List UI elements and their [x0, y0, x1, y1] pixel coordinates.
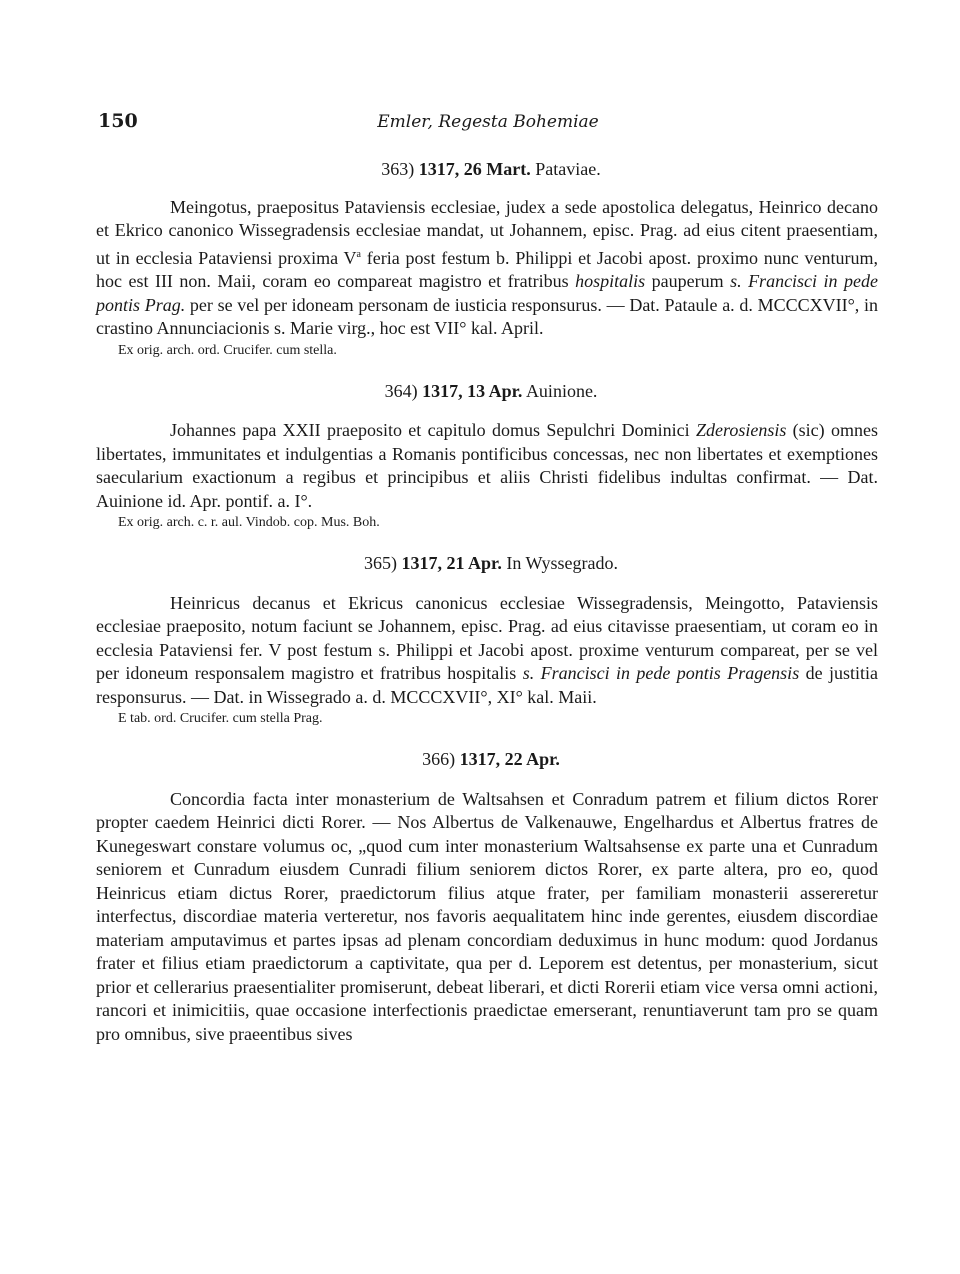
- entry-date: 1317, 26 Mart.: [418, 159, 531, 179]
- running-title: Emler, Regesta Bohemiae: [377, 112, 599, 132]
- entry-heading: [96, 552, 878, 576]
- entry-number: 363): [381, 159, 415, 179]
- regest-entry: [96, 158, 878, 361]
- entry-source: E tab. ord. Crucifer. cum stella Prag.: [118, 711, 323, 726]
- entry-text: Meingotus, praepositus Pataviensis ecclesiae, judex a sede apostolica delegatus, Heinrico decano et Ekrico canonico Wissegradensis ecclesiae mandat, ut Johannem, episc. Prag. ad eius citent praesentiam, ut in ecclesia Pataviensi proxima $V^a$ feria post festum b. Philippi et Jacobi apost. proximo nunc venturum, hoc est III non. Maii, coram eo compareat magistro et fratribus hospitalis pauperum s. Francisci in pede pontis Prag. per se vel per idoneam personam de iusticia responsurus. — Dat. Pataule a. d. MCCCXVII°, in crastino Annunciacionis s. Marie virg., hoc est VII° kal. April.: [96, 196, 878, 338]
- entry-number: 364): [384, 380, 418, 401]
- entry-place: Auinione.: [525, 380, 598, 401]
- entry-number: 366): [422, 749, 456, 769]
- entry-heading: [96, 380, 878, 404]
- entry-date: 1317, 21 Apr.: [401, 553, 502, 573]
- regest-entry: [96, 380, 878, 534]
- regest-entry: [96, 552, 878, 729]
- page-content: [96, 158, 878, 1046]
- entry-heading: [96, 158, 878, 182]
- page-header: [98, 110, 878, 138]
- page-number: 150: [98, 110, 138, 132]
- entry-text: Heinricus decanus et Ekricus canonicus ecclesiae Wissegradensis, Meingotto, Pataviensis ecclesiae praeposito, notum faciunt se Johannem, episc. Prag. ad eius citavisse praesentiam, ut coram eo in ecclesia Pataviensi fer. V post festum s. Philippi et Jacobi apost. proxime venturum compareat, per se vel per idoneum responsalem magistro et fratribus hospitalis s. Francisci in pede pontis Pragensis de justitia responsurus. — Dat. in Wissegrado a. d. MCCCXVII°, XI° kal. Maii.: [96, 592, 878, 707]
- entry-source: Ex orig. arch. c. r. aul. Vindob. cop. Mus. Boh.: [118, 515, 380, 530]
- entry-source: Ex orig. arch. ord. Crucifer. cum stella.: [118, 342, 337, 358]
- entry-place: Pataviae.: [535, 159, 601, 179]
- regest-entry: [96, 748, 878, 1046]
- entry-date: 1317, 22 Apr.: [459, 749, 560, 769]
- entry-text: Concordia facta inter monasterium de Waltsahsen et Conradum patrem et filium dictos Rorer propter caedem Heinrici dicti Rorer. — Nos Albertus de Valkenauwe, Engelhardus et Albertus fratres de Kunegeswart constare volumus oc, „quod cum inter monasterium Waltsahsense ex parte una et Cunradum seniorem et Cunradum eiusdem Cunradi filium seniorem dictos Rorer, ex parte altera, pro eo, quod Heinricus etiam dictus Rorer, praedictorum filius atque frater, per familiam monasterii assereretur interfectus, discordiae materia verteretur, nos favoris aequalitatem hinc inde gerentes, eiusdem discordiae materiam amputavimus et partes ipsas ad plenam concordiam deduximus in hunc modum: quod Jordanus frater et filius etiam praedictorum a captivitate, qua per d. Leporem est detentus, per monasterium, sicut prior et cellerarius praesentialiter promiserunt, debeat liberari, et dicti Rorerii etiam vice versa omni actioni, rancori et inimicitiis, quae occasione interfectionis praedictae emerserant, renuntiaverunt tam pro se quam pro omnibus, sive praeentibus sives: [96, 788, 878, 1044]
- entry-date: 1317, 13 Apr.: [422, 380, 523, 401]
- entry-place: In Wyssegrado.: [506, 553, 618, 573]
- entry-heading: [96, 748, 878, 772]
- entry-number: 365): [364, 553, 398, 573]
- entry-text: Johannes papa XXII praeposito et capitulo domus Sepulchri Dominici Zderosiensis (sic) omnes libertates, immunitates et indulgentias a Romanis pontificibus concessas, nec non libertates et exemptiones saecularium exactionum a regibus et principibus et aliis Christi fidelibus indultas confirmat. — Dat. Auinione id. Apr. pontif. a. I°.: [96, 420, 878, 511]
